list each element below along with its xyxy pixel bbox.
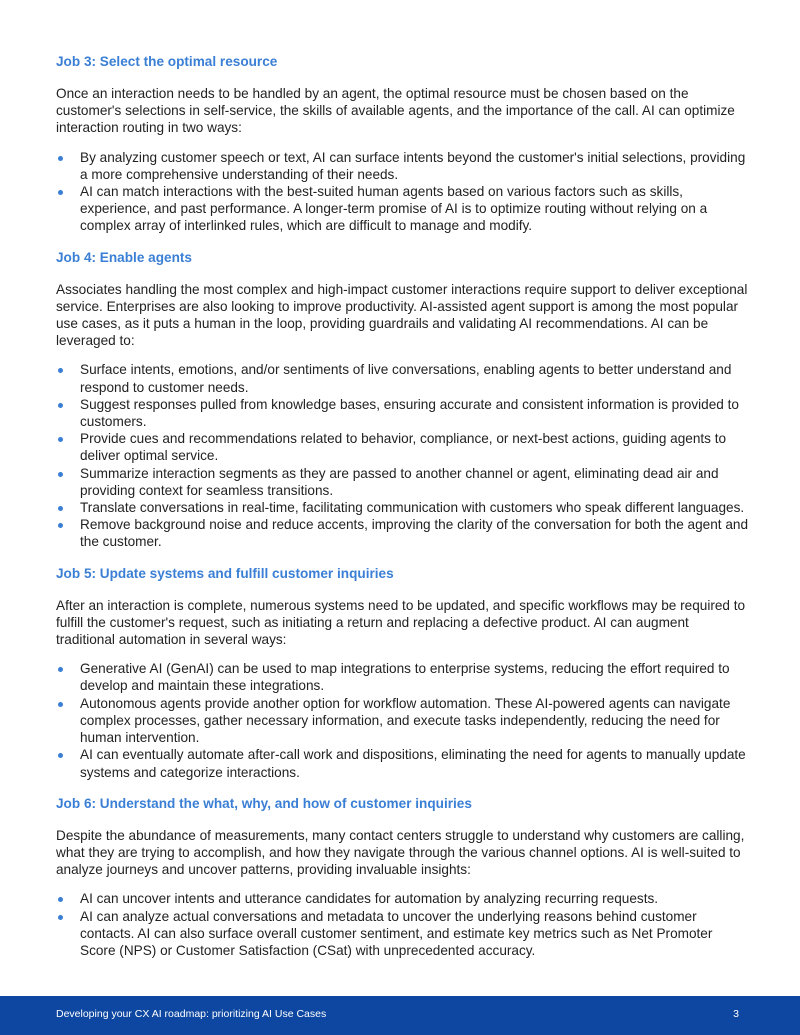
bullet-icon bbox=[58, 753, 63, 758]
list-item-text: Summarize interaction segments as they are passed to another channel or agent, eliminating dead air and providing context for seamless transitions. bbox=[80, 465, 719, 498]
bullet-icon bbox=[58, 702, 63, 707]
section-heading: Job 6: Understand the what, why, and how of customer inquiries bbox=[56, 795, 472, 811]
list-item bbox=[56, 695, 748, 747]
bullet-list bbox=[56, 361, 748, 550]
section-intro: After an interaction is complete, numerous systems need to be updated, and specific workflows may be required to fulfill the customer's request, such as initiating a return and replacing a defective product. AI can augment traditional automation in several ways: bbox=[56, 597, 746, 648]
list-item bbox=[56, 746, 748, 780]
bullet-icon bbox=[58, 403, 63, 408]
page-footer bbox=[0, 996, 800, 1035]
list-item bbox=[56, 361, 748, 395]
list-item-text: Translate conversations in real-time, facilitating communication with customers who speak different languages. bbox=[80, 500, 745, 516]
document-body bbox=[56, 51, 748, 971]
section-heading: Job 4: Enable agents bbox=[56, 249, 192, 265]
list-item-text: By analyzing customer speech or text, AI can surface intents beyond the customer's initial selections, providing a more comprehensive understanding of their needs. bbox=[80, 149, 746, 182]
section-heading: Job 3: Select the optimal resource bbox=[56, 54, 278, 69]
section-intro: Associates handling the most complex and high-impact customer interactions require support to deliver exceptional service. Enterprises are also looking to improve productivity. AI-assisted agent support is among the most popular use cases, as it puts a human in the loop, providing guardrails and validating AI recommendations. AI can be leveraged to: bbox=[56, 281, 748, 349]
bullet-icon bbox=[58, 368, 63, 373]
list-item bbox=[56, 908, 748, 960]
bullet-icon bbox=[58, 437, 63, 442]
list-item-text: Provide cues and recommendations related to behavior, compliance, or next-best actions, guiding agents to deliver optimal service. bbox=[80, 431, 727, 464]
bullet-list bbox=[56, 890, 748, 959]
bullet-icon bbox=[58, 190, 63, 195]
bullet-list bbox=[56, 660, 748, 780]
bullet-icon bbox=[58, 523, 63, 528]
list-item bbox=[56, 660, 748, 694]
list-item bbox=[56, 396, 748, 430]
footer-title: Developing your CX AI roadmap: prioritizing AI Use Cases bbox=[56, 1008, 327, 1020]
bullet-list bbox=[56, 149, 748, 235]
list-item bbox=[56, 890, 748, 907]
section-heading: Job 5: Update systems and fulfill customer inquiries bbox=[56, 565, 394, 581]
list-item bbox=[56, 183, 748, 235]
bullet-icon bbox=[58, 156, 63, 161]
bullet-icon bbox=[58, 915, 63, 920]
list-item-text: AI can uncover intents and utterance candidates for automation by analyzing recurring requests. bbox=[80, 891, 659, 907]
list-item-text: Remove background noise and reduce accents, improving the clarity of the conversation for both the agent and the customer. bbox=[80, 517, 749, 550]
section-intro: Once an interaction needs to be handled by an agent, the optimal resource must be chosen based on the customer's selections in self-service, the skills of available agents, and the importance of the call. AI can optimize interaction routing in two ways: bbox=[56, 86, 735, 136]
list-item-text: Suggest responses pulled from knowledge bases, ensuring accurate and consistent information is provided to customers. bbox=[80, 396, 739, 430]
list-item-text: AI can match interactions with the best-suited human agents based on various factors such as skills, experience, and past performance. A longer-term promise of AI is to optimize routing without relying on a complex array of interlinked rules, which are difficult to manage and modify. bbox=[80, 184, 708, 234]
list-item bbox=[56, 430, 748, 464]
page-number: 3 bbox=[733, 1008, 739, 1020]
bullet-icon bbox=[58, 472, 63, 477]
section-intro: Despite the abundance of measurements, many contact centers struggle to understand why customers are calling, what they are trying to accomplish, and how they navigate through the various channel options. AI is well-suited to analyze journeys and uncover patterns, providing invaluable insights: bbox=[56, 827, 745, 878]
list-item-text: Autonomous agents provide another option for workflow automation. These AI-powered agents can navigate complex processes, gather necessary information, and execute tasks independently, reducing the need for human intervention. bbox=[80, 695, 731, 746]
bullet-icon bbox=[58, 667, 63, 672]
list-item bbox=[56, 499, 748, 516]
list-item bbox=[56, 516, 748, 550]
list-item-text: Generative AI (GenAI) can be used to map integrations to enterprise systems, reducing the effort required to develop and maintain these integrations. bbox=[80, 661, 730, 694]
list-item-text: AI can eventually automate after-call work and dispositions, eliminating the need for agents to manually update systems and categorize interactions. bbox=[80, 747, 746, 780]
list-item bbox=[56, 149, 748, 183]
bullet-icon bbox=[58, 506, 63, 511]
list-item-text: AI can analyze actual conversations and metadata to uncover the underlying reasons behind customer contacts. AI can also surface overall customer sentiment, and estimate key metrics such as Net Promoter Score (NPS) or Customer Satisfaction (CSat) with unprecedented accuracy. bbox=[80, 908, 713, 958]
list-item-text: Surface intents, emotions, and/or sentiments of live conversations, enabling agents to better understand and respond to customer needs. bbox=[80, 362, 732, 395]
bullet-icon bbox=[58, 897, 63, 902]
list-item bbox=[56, 465, 748, 499]
